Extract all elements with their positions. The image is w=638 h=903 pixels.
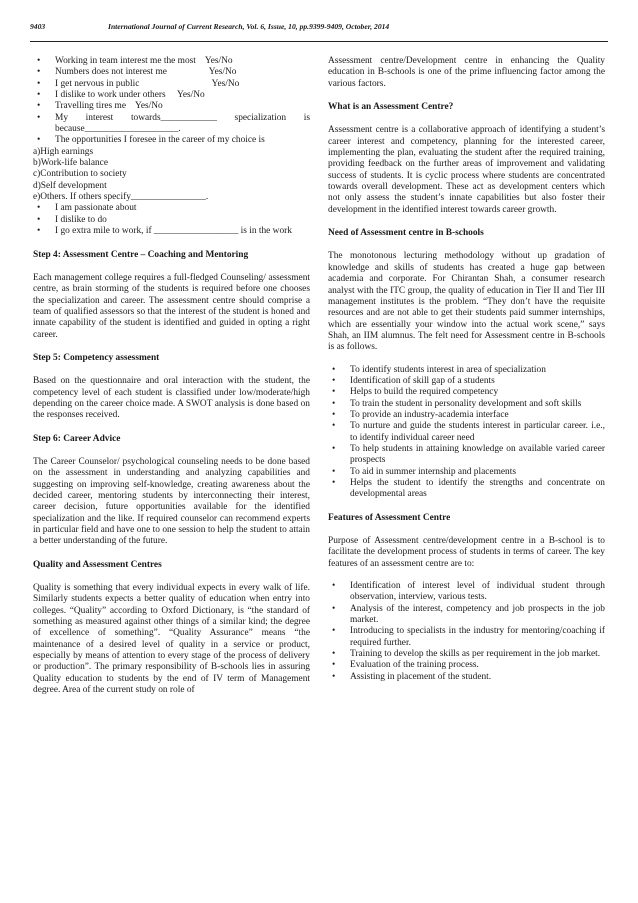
- journal-citation: International Journal of Current Research, Vol. 6, Issue, 10, pp.9399-9409, October, 2014: [108, 22, 390, 31]
- option-item: b)Work-life balance: [33, 158, 108, 169]
- what-paragraph: Assessment centre is a collaborative approach of identifying a student’s career interest and competency, planning for the interested career, implementing the plan, evaluating the student after the required training, providing feedback on the further areas of improvement and validating success of students. It is cyclic process where students are concentrated towards overall development. These act as development centers which not only assess the student’s innate capabilities but also foster their development in the identified interest towards career growth.: [328, 125, 605, 215]
- list-item: • To help students in attaining knowledge on available varied career prospects: [328, 444, 605, 467]
- step6-paragraph: The Career Counselor/ psychological counseling needs to be done based on the assessment in understanding and analyzing capabilities and suggesting on improving self-knowledge, creating awareness about the decided career, mentoring students by interconnecting their interest, career decision, future opportunities available for the identified specialization and the like. If required counselor can recommend experts in particular field and have one to one session to help the student to attain a better understanding of the future.: [33, 456, 310, 547]
- list-item: • To provide an industry-academia interface: [328, 410, 605, 421]
- list-item: • Assisting in placement of the student.: [328, 672, 605, 683]
- list-item: • To aid in summer internship and placements: [328, 467, 605, 478]
- list-item: • To train the student in personality development and soft skills: [328, 399, 605, 410]
- list-item: • I dislike to work under others Yes/No: [33, 90, 310, 101]
- questionnaire-list-2: [33, 203, 310, 237]
- step4-paragraph: Each management college requires a full-fledged Counseling/ assessment centre, as brain storming of the students is required before one chooses the specialization and career. The assessment centre should comprise a team of qualified assessors so that the interest of the student is honed and innate capability of the student is identified and guided in opting a right career.: [33, 272, 310, 340]
- option-item: e)Others. If others specify________________.: [33, 192, 209, 203]
- option-item: c)Contribution to society: [33, 169, 127, 180]
- step5-heading: Step 5: Competency assessment: [33, 352, 160, 363]
- list-item: • Identification of skill gap of a students: [328, 376, 605, 387]
- header-rule: [30, 41, 608, 42]
- list-item: • Identification of interest level of individual student through observation, interview, various tests.: [328, 581, 605, 604]
- quality-heading: Quality and Assessment Centres: [33, 559, 162, 570]
- list-item: • I go extra mile to work, if __________________ is in the work: [33, 226, 310, 237]
- list-item: • Evaluation of the training process.: [328, 660, 605, 671]
- need-list: [328, 365, 605, 501]
- list-item: • To nurture and guide the students interest in particular career. i.e., to identify individual career need: [328, 421, 605, 444]
- list-item: • Helps the student to identify the strengths and concentrate on developmental areas: [328, 478, 605, 501]
- list-item: • Introducing to specialists in the industry for mentoring/coaching if required further.: [328, 626, 605, 649]
- need-paragraph: The monotonous lecturing methodology without up gradation of knowledge and skills of students has created a huge gap between academia and corporate. For Chirantan Shah, a consumer research analyst with the ITC group, the quality of education in Tier II and Tier III management institutes is the problem. “They don’t have the requisite resources and are not able to get their students paid summer internships, which are essentially your window into the actual work scene,” says Shah, an IIM alumnus. The felt need for Assessment centre in B-schools is as follows.: [328, 251, 605, 353]
- list-item: • Helps to build the required competency: [328, 387, 605, 398]
- right-column: [328, 56, 605, 683]
- list-item: • To identify students interest in area of specialization: [328, 365, 605, 376]
- features-heading: Features of Assessment Centre: [328, 512, 451, 523]
- list-item: • I get nervous in public Yes/No: [33, 79, 310, 90]
- page-number: 9403: [30, 22, 46, 31]
- list-item: • The opportunities I foresee in the career of my choice is: [33, 135, 310, 146]
- list-item: • Numbers does not interest me Yes/No: [33, 67, 310, 78]
- features-list: [328, 581, 605, 683]
- list-item: • I am passionate about: [33, 203, 310, 214]
- list-item: • Analysis of the interest, competency and job prospects in the job market.: [328, 604, 605, 627]
- running-header: [30, 22, 608, 36]
- option-item: a)High earnings: [33, 146, 94, 157]
- option-item: d)Self development: [33, 180, 107, 191]
- what-heading: What is an Assessment Centre?: [328, 102, 454, 113]
- step4-heading: Step 4: Assessment Centre – Coaching and Mentoring: [33, 249, 249, 260]
- step6-heading: Step 6: Career Advice: [33, 433, 121, 444]
- questionnaire-list-1: [33, 56, 310, 147]
- need-heading: Need of Assessment centre in B-schools: [328, 228, 484, 239]
- list-item: • I dislike to do: [33, 215, 310, 226]
- list-item: • My interest towards____________ specialization is because____________________.: [33, 113, 310, 136]
- intro-paragraph: Assessment centre/Development centre in enhancing the Quality education in B-schools is one of the prime influencing factor among the various factors.: [328, 56, 605, 89]
- features-paragraph: Purpose of Assessment centre/development centre in a B-school is to facilitate the development process of students in terms of career. The key features of an assessment centre are to:: [328, 536, 605, 569]
- list-item: • Training to develop the skills as per requirement in the job market.: [328, 649, 605, 660]
- left-column: [33, 56, 310, 697]
- option-list: [33, 147, 310, 204]
- list-item: • Working in team interest me the most Yes/No: [33, 56, 310, 67]
- step5-paragraph: Based on the questionnaire and oral interaction with the student, the competency level of each student is classified under low/moderate/high depending on the career choice made. A SWOT analysis is done based on the responses received.: [33, 376, 310, 421]
- list-item: • Travelling tires me Yes/No: [33, 101, 310, 112]
- quality-paragraph: Quality is something that every individual expects in every walk of life. Similarly students expects a better quality of education when entry into colleges. “Quality” according to Oxford Dictionary, is “the standard of something as measured against other things of a similar kind; the degree of excellence of something”. “Quality Assurance” means “the maintenance of a desired level of quality in a service or product, especially by means of attention to every stage of the process of delivery or production”. The primary responsibility of B-schools lies in assuring Quality education to students by the end of IV term of Management degree. Area of the current study on role of: [33, 583, 310, 696]
